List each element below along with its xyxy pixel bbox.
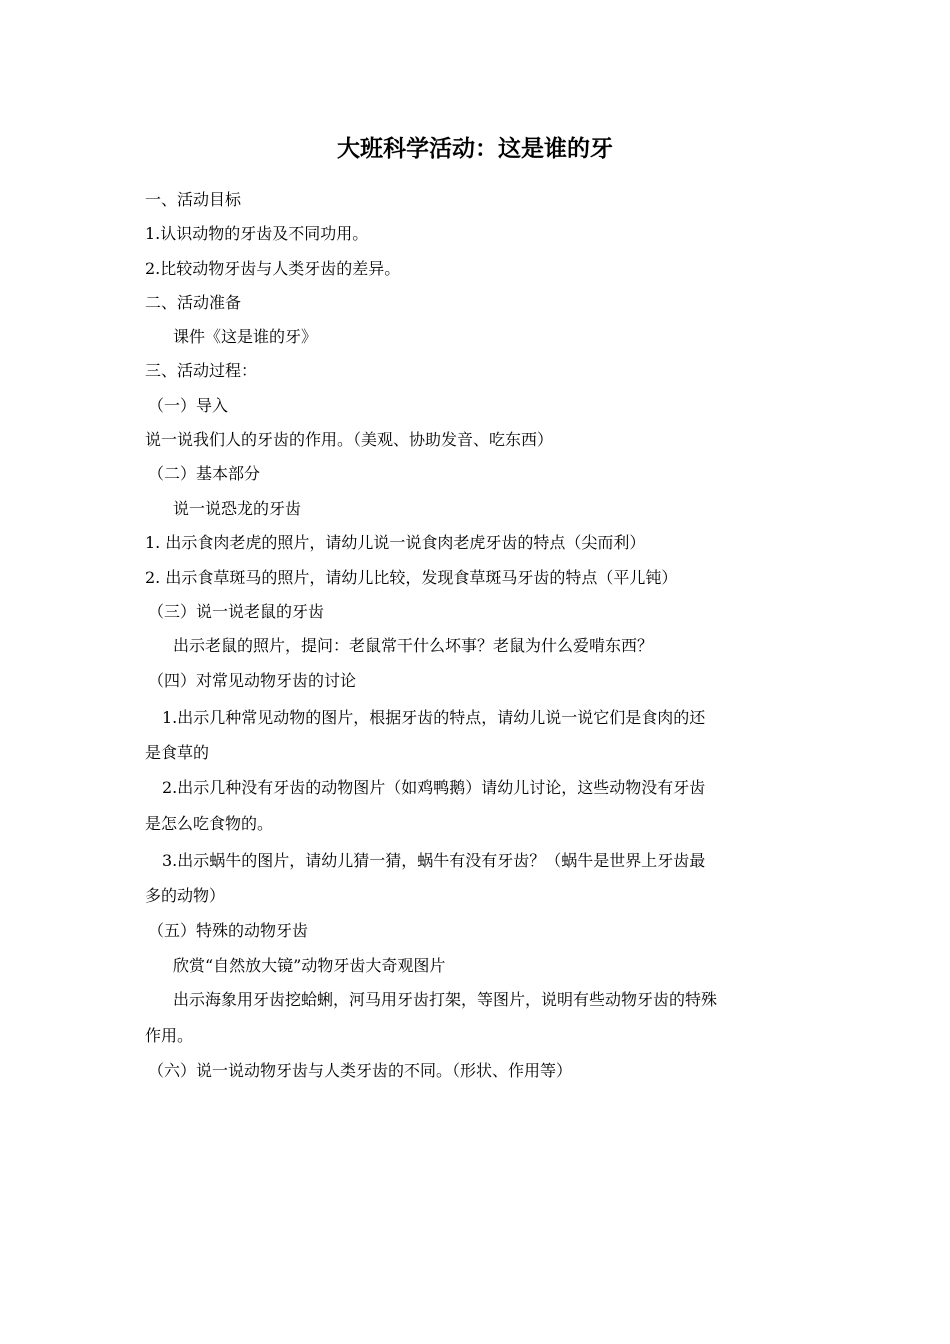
heading-process: 三、活动过程： — [145, 361, 258, 380]
discussion-item-1-cont: 是食草的 — [145, 743, 210, 762]
section-mouse: （三）说一说老鼠的牙齿 — [148, 602, 325, 621]
basic-item-2: 2. 出示食草斑马的照片，请幼儿比较，发现食草斑马牙齿的特点（平儿钝） — [145, 568, 678, 587]
discussion-item-3: 3.出示蜗牛的图片，请幼儿猜一猜，蜗牛有没有牙齿？（蜗牛是世界上牙齿最 — [162, 851, 706, 870]
mouse-text: 出示老鼠的照片，提问：老鼠常干什么坏事？老鼠为什么爱啃东西？ — [173, 636, 654, 655]
goal-1: 1.认识动物的牙齿及不同功用。 — [145, 224, 369, 243]
discussion-item-2: 2.出示几种没有牙齿的动物图片（如鸡鸭鹅）请幼儿讨论，这些动物没有牙齿 — [162, 778, 706, 797]
section-compare: （六）说一说动物牙齿与人类牙齿的不同。（形状、作用等） — [148, 1061, 573, 1080]
goal-2: 2.比较动物牙齿与人类牙齿的差异。 — [145, 259, 401, 278]
section-special: （五）特殊的动物牙齿 — [148, 921, 309, 940]
basic-item-1: 1. 出示食肉老虎的照片，请幼儿说一说食肉老虎牙齿的特点（尖而利） — [145, 533, 646, 552]
preparation-item: 课件《这是谁的牙》 — [173, 327, 318, 346]
discussion-item-3-cont: 多的动物） — [145, 886, 226, 905]
section-discussion: （四）对常见动物牙齿的讨论 — [148, 671, 357, 690]
section-intro: （一）导入 — [148, 396, 229, 415]
special-show-cont: 作用。 — [145, 1026, 194, 1045]
discussion-item-2-cont: 是怎么吃食物的。 — [145, 814, 274, 833]
basic-dinosaur: 说一说恐龙的牙齿 — [173, 499, 302, 518]
discussion-item-1: 1.出示几种常见动物的图片，根据牙齿的特点，请幼儿说一说它们是食肉的还 — [162, 708, 706, 727]
document-title: 大班科学活动：这是谁的牙 — [337, 136, 613, 162]
section-basic: （二）基本部分 — [148, 464, 261, 483]
special-appreciate: 欣赏“自然放大镜”动物牙齿大奇观图片 — [173, 956, 446, 975]
heading-goals: 一、活动目标 — [145, 190, 242, 209]
special-show: 出示海象用牙齿挖蛤蜊，河马用牙齿打架，等图片，说明有些动物牙齿的特殊 — [173, 990, 718, 1009]
heading-preparation: 二、活动准备 — [145, 293, 242, 312]
intro-text: 说一说我们人的牙齿的作用。（美观、协助发音、吃东西） — [145, 430, 554, 449]
